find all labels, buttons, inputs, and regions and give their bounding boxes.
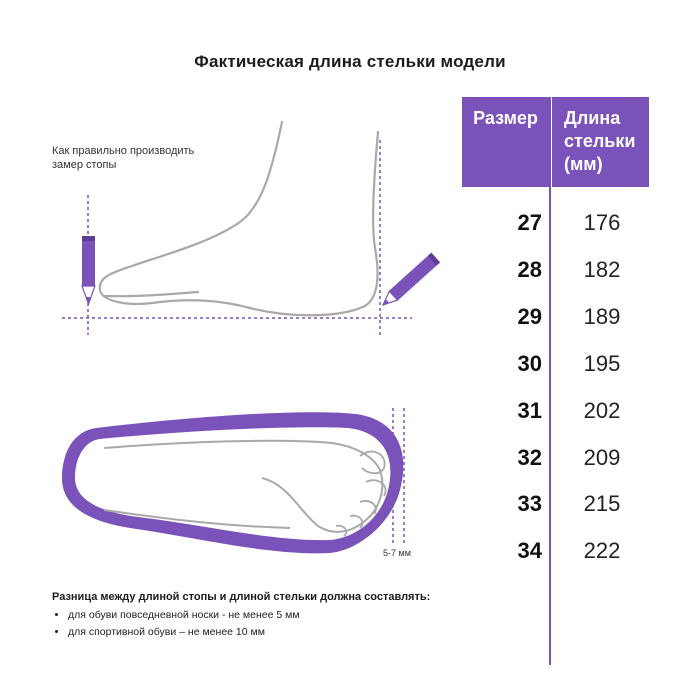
table-row [462, 304, 652, 334]
size-value: 28 [517, 257, 542, 282]
table-row [462, 351, 652, 381]
page-title: Фактическая длина стельки модели [194, 52, 506, 71]
length-column-header: Длина стельки (мм) [552, 97, 649, 187]
footer-item: • для спортивной обуви – не менее 10 мм [68, 624, 472, 641]
length-value: 195 [583, 351, 621, 376]
size-value: 33 [517, 491, 542, 516]
pencil-icon [82, 236, 95, 305]
size-value: 34 [517, 538, 542, 563]
footer-list [52, 607, 472, 641]
table-row [462, 398, 652, 428]
size-column-header: Размер [462, 97, 549, 187]
length-value: 182 [583, 257, 621, 282]
table-row [462, 257, 652, 287]
table-row [462, 210, 652, 240]
gap-label: 5-7 мм [383, 548, 411, 558]
column-divider [549, 97, 551, 665]
size-value: 27 [517, 210, 542, 235]
length-value: 202 [583, 398, 621, 423]
length-value: 222 [583, 538, 621, 563]
size-value: 29 [517, 304, 542, 329]
footer-heading: Разница между длиной стопы и длиной стельки должна составлять: [52, 591, 431, 603]
length-value: 189 [583, 304, 621, 329]
table-row [462, 538, 652, 568]
footer-item: • для обуви повседневной носки - не менее 5 мм [68, 607, 472, 624]
length-value: 215 [583, 491, 621, 516]
measure-note: Как правильно производить замер стопы [52, 145, 195, 171]
size-value: 31 [517, 398, 542, 423]
table-row [462, 491, 652, 521]
insole-illustration [62, 408, 404, 553]
size-value: 30 [517, 351, 542, 376]
length-value: 209 [583, 445, 621, 470]
table-row [462, 445, 652, 475]
footer-note [52, 591, 472, 641]
length-value: 176 [583, 210, 621, 235]
size-value: 32 [517, 445, 542, 470]
foot-side-illustration [100, 122, 378, 315]
pencil-icon [379, 253, 440, 310]
